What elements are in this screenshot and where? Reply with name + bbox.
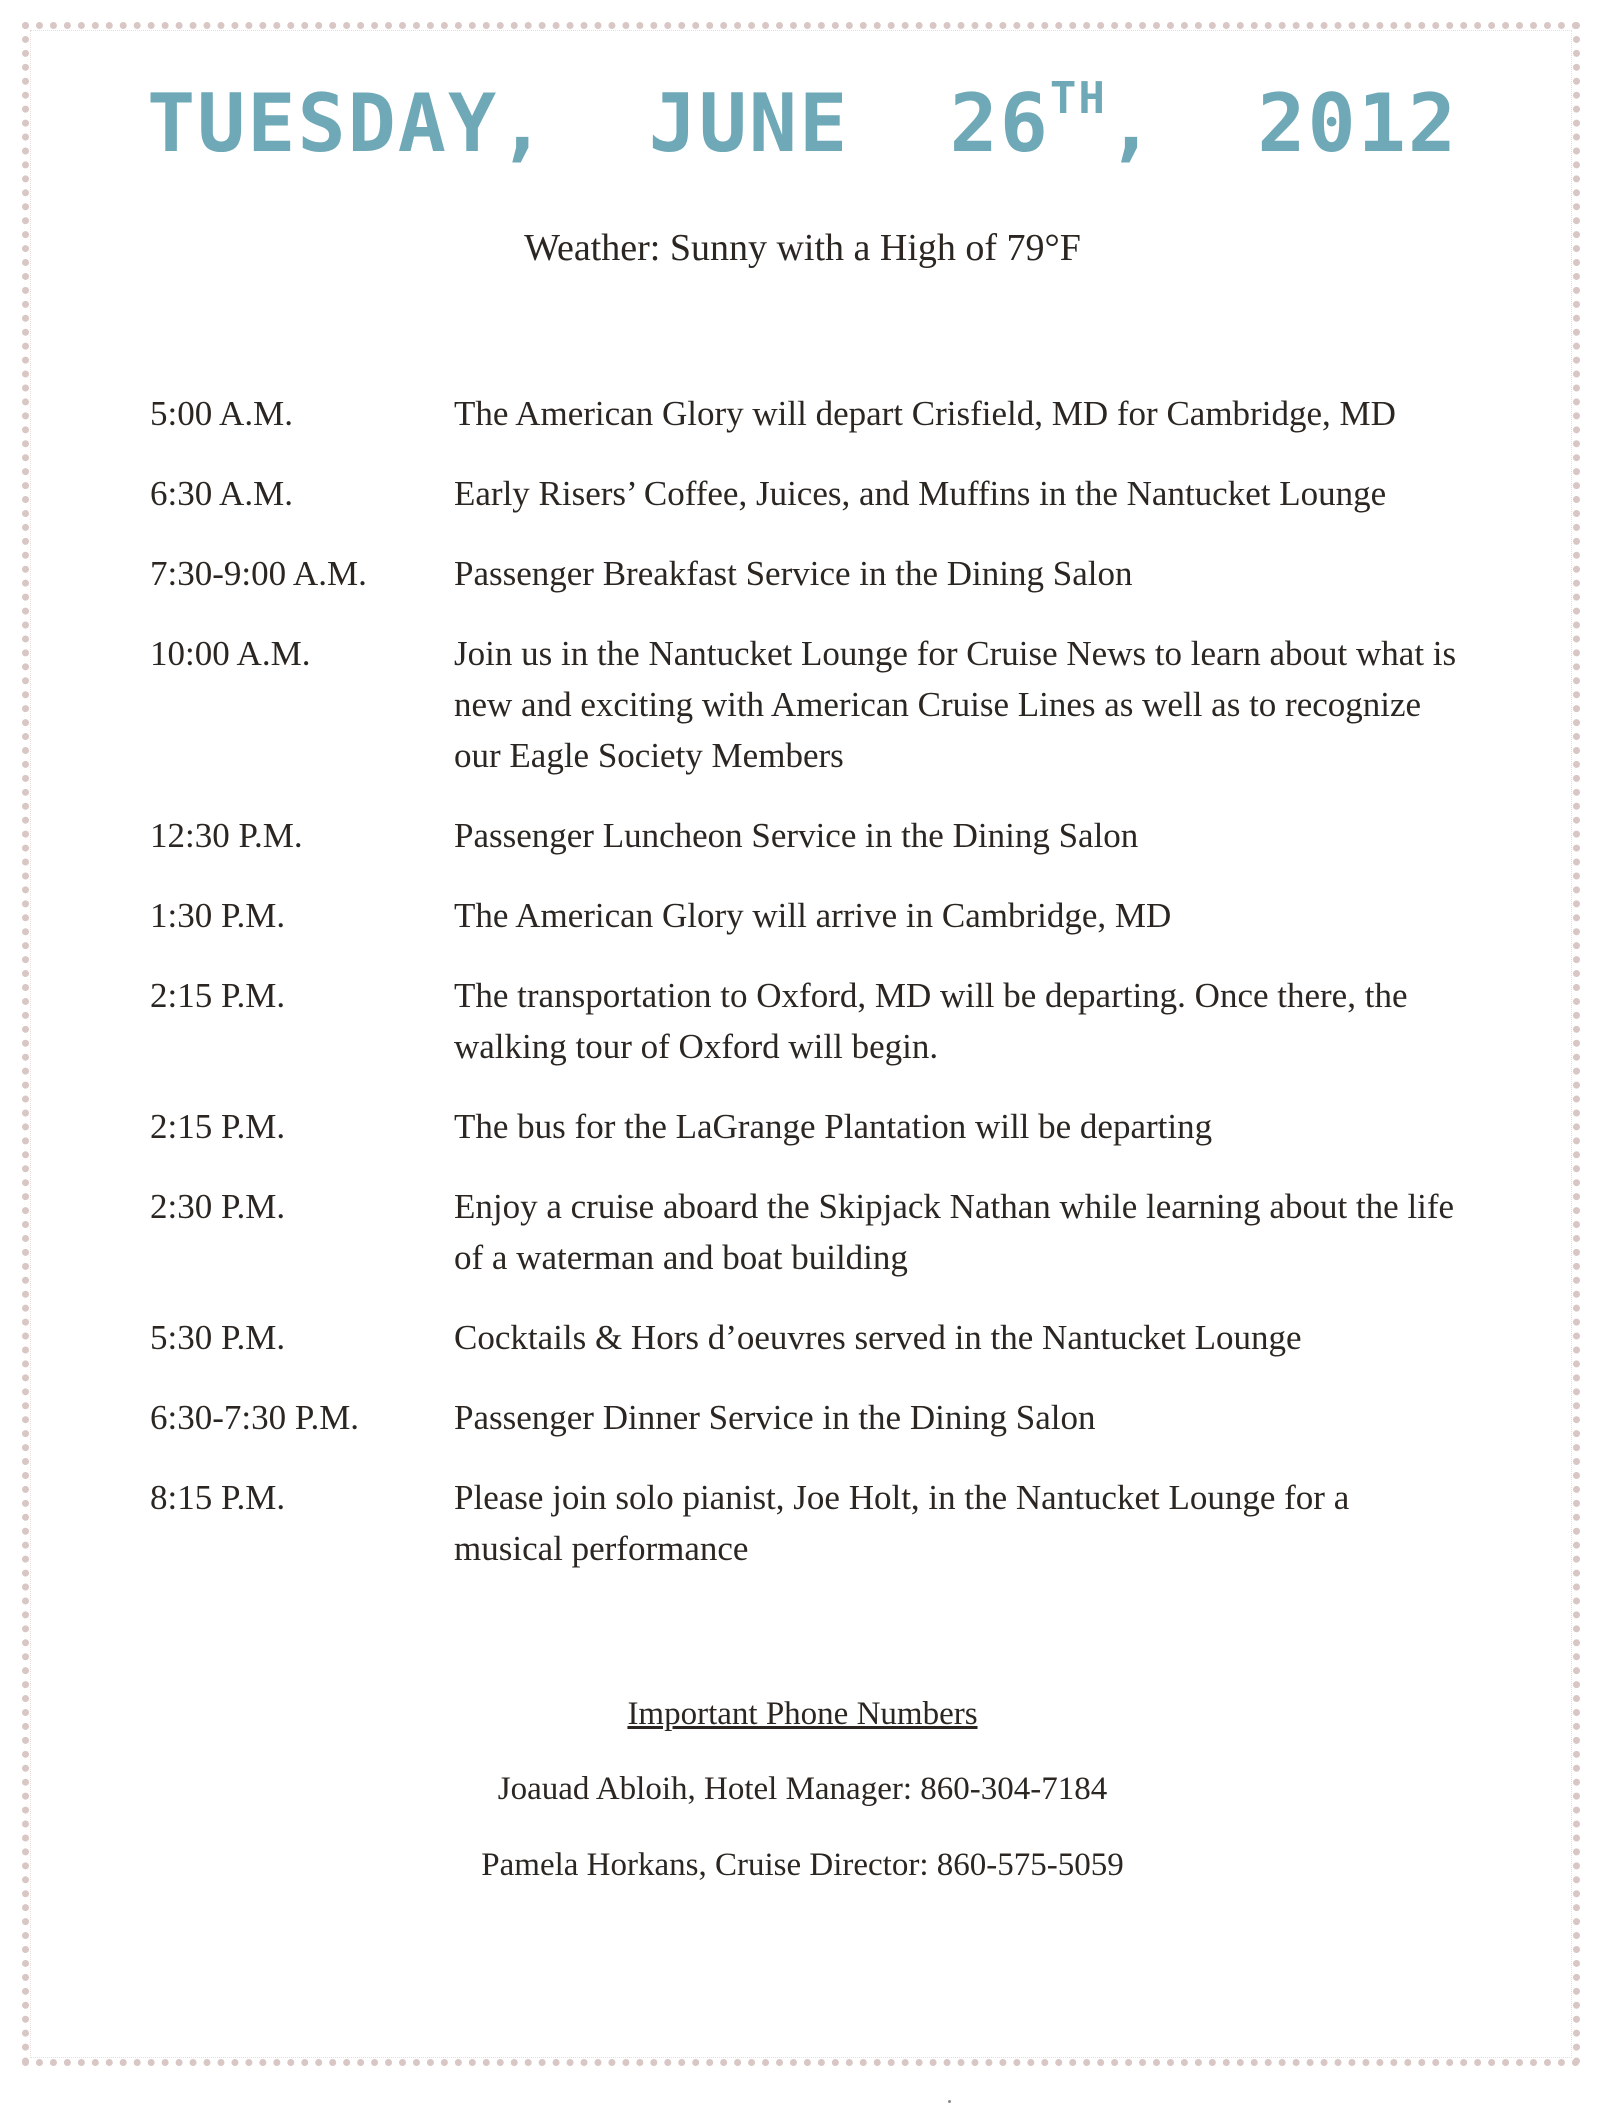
event-time: 8:15 P.M.: [150, 1478, 286, 1517]
schedule-row: [150, 1392, 1470, 1443]
phone-numbers-heading: Important Phone Numbers: [627, 1696, 978, 1732]
event-time: 2:30 P.M.: [150, 1187, 286, 1226]
schedule-row: [150, 890, 1470, 941]
event-description: Passenger Luncheon Service in the Dining Salon: [454, 816, 1139, 855]
schedule-row: [150, 1101, 1470, 1152]
page-title: [0, 73, 1605, 170]
event-time: 10:00 A.M.: [150, 634, 311, 673]
schedule-row: [150, 628, 1470, 781]
schedule-row: [150, 1181, 1470, 1283]
event-time: 7:30-9:00 A.M.: [150, 554, 367, 593]
event-description: Join us in the Nantucket Lounge for Cruise News to learn about what is new and exciting with American Cruise Lines as well as to recognize our Eagle Society Members: [454, 634, 1457, 775]
event-description: Please join solo pianist, Joe Holt, in the Nantucket Lounge for a musical performance: [454, 1478, 1350, 1568]
schedule-row: [150, 548, 1470, 599]
scan-speck: [948, 2100, 951, 2103]
event-description: Enjoy a cruise aboard the Skipjack Nathan while learning about the life of a waterman and boat building: [454, 1187, 1455, 1277]
schedule-row: [150, 970, 1470, 1072]
weather-line: Weather: Sunny with a High of 79°F: [524, 227, 1081, 269]
event-time: 2:15 P.M.: [150, 1107, 286, 1146]
contact-cruise-director: Pamela Horkans, Cruise Director: 860-575-5059: [481, 1847, 1124, 1883]
event-description: The bus for the LaGrange Plantation will be departing: [454, 1107, 1213, 1146]
schedule-row: [150, 468, 1470, 519]
event-time: 12:30 P.M.: [150, 816, 303, 855]
title-ordinal-suffix: TH: [1049, 73, 1107, 124]
event-description: The transportation to Oxford, MD will be departing. Once there, the walking tour of Oxford will begin.: [454, 976, 1408, 1066]
event-description: Cocktails & Hors d’oeuvres served in the Nantucket Lounge: [454, 1318, 1302, 1357]
event-time: 2:15 P.M.: [150, 976, 286, 1015]
schedule-row: [150, 1472, 1470, 1574]
event-time: 1:30 P.M.: [150, 896, 286, 935]
event-time: 5:30 P.M.: [150, 1318, 286, 1357]
event-description: Passenger Breakfast Service in the Dining Salon: [454, 554, 1133, 593]
schedule-row: [150, 388, 1470, 439]
event-description: The American Glory will depart Crisfield, MD for Cambridge, MD: [454, 394, 1396, 433]
schedule-list: [150, 388, 1470, 1603]
event-description: Early Risers’ Coffee, Juices, and Muffins in the Nantucket Lounge: [454, 474, 1387, 513]
event-time: 6:30-7:30 P.M.: [150, 1398, 360, 1437]
event-description: Passenger Dinner Service in the Dining Salon: [454, 1398, 1096, 1437]
title-year: , 2012: [1106, 77, 1459, 170]
event-time: 6:30 A.M.: [150, 474, 293, 513]
event-description: The American Glory will arrive in Cambridge, MD: [454, 896, 1172, 935]
event-time: 5:00 A.M.: [150, 394, 293, 433]
schedule-row: [150, 810, 1470, 861]
title-date: TUESDAY, JUNE 26: [146, 77, 1050, 170]
contact-hotel-manager: Joauad Abloih, Hotel Manager: 860-304-7184: [497, 1771, 1108, 1807]
schedule-row: [150, 1312, 1470, 1363]
